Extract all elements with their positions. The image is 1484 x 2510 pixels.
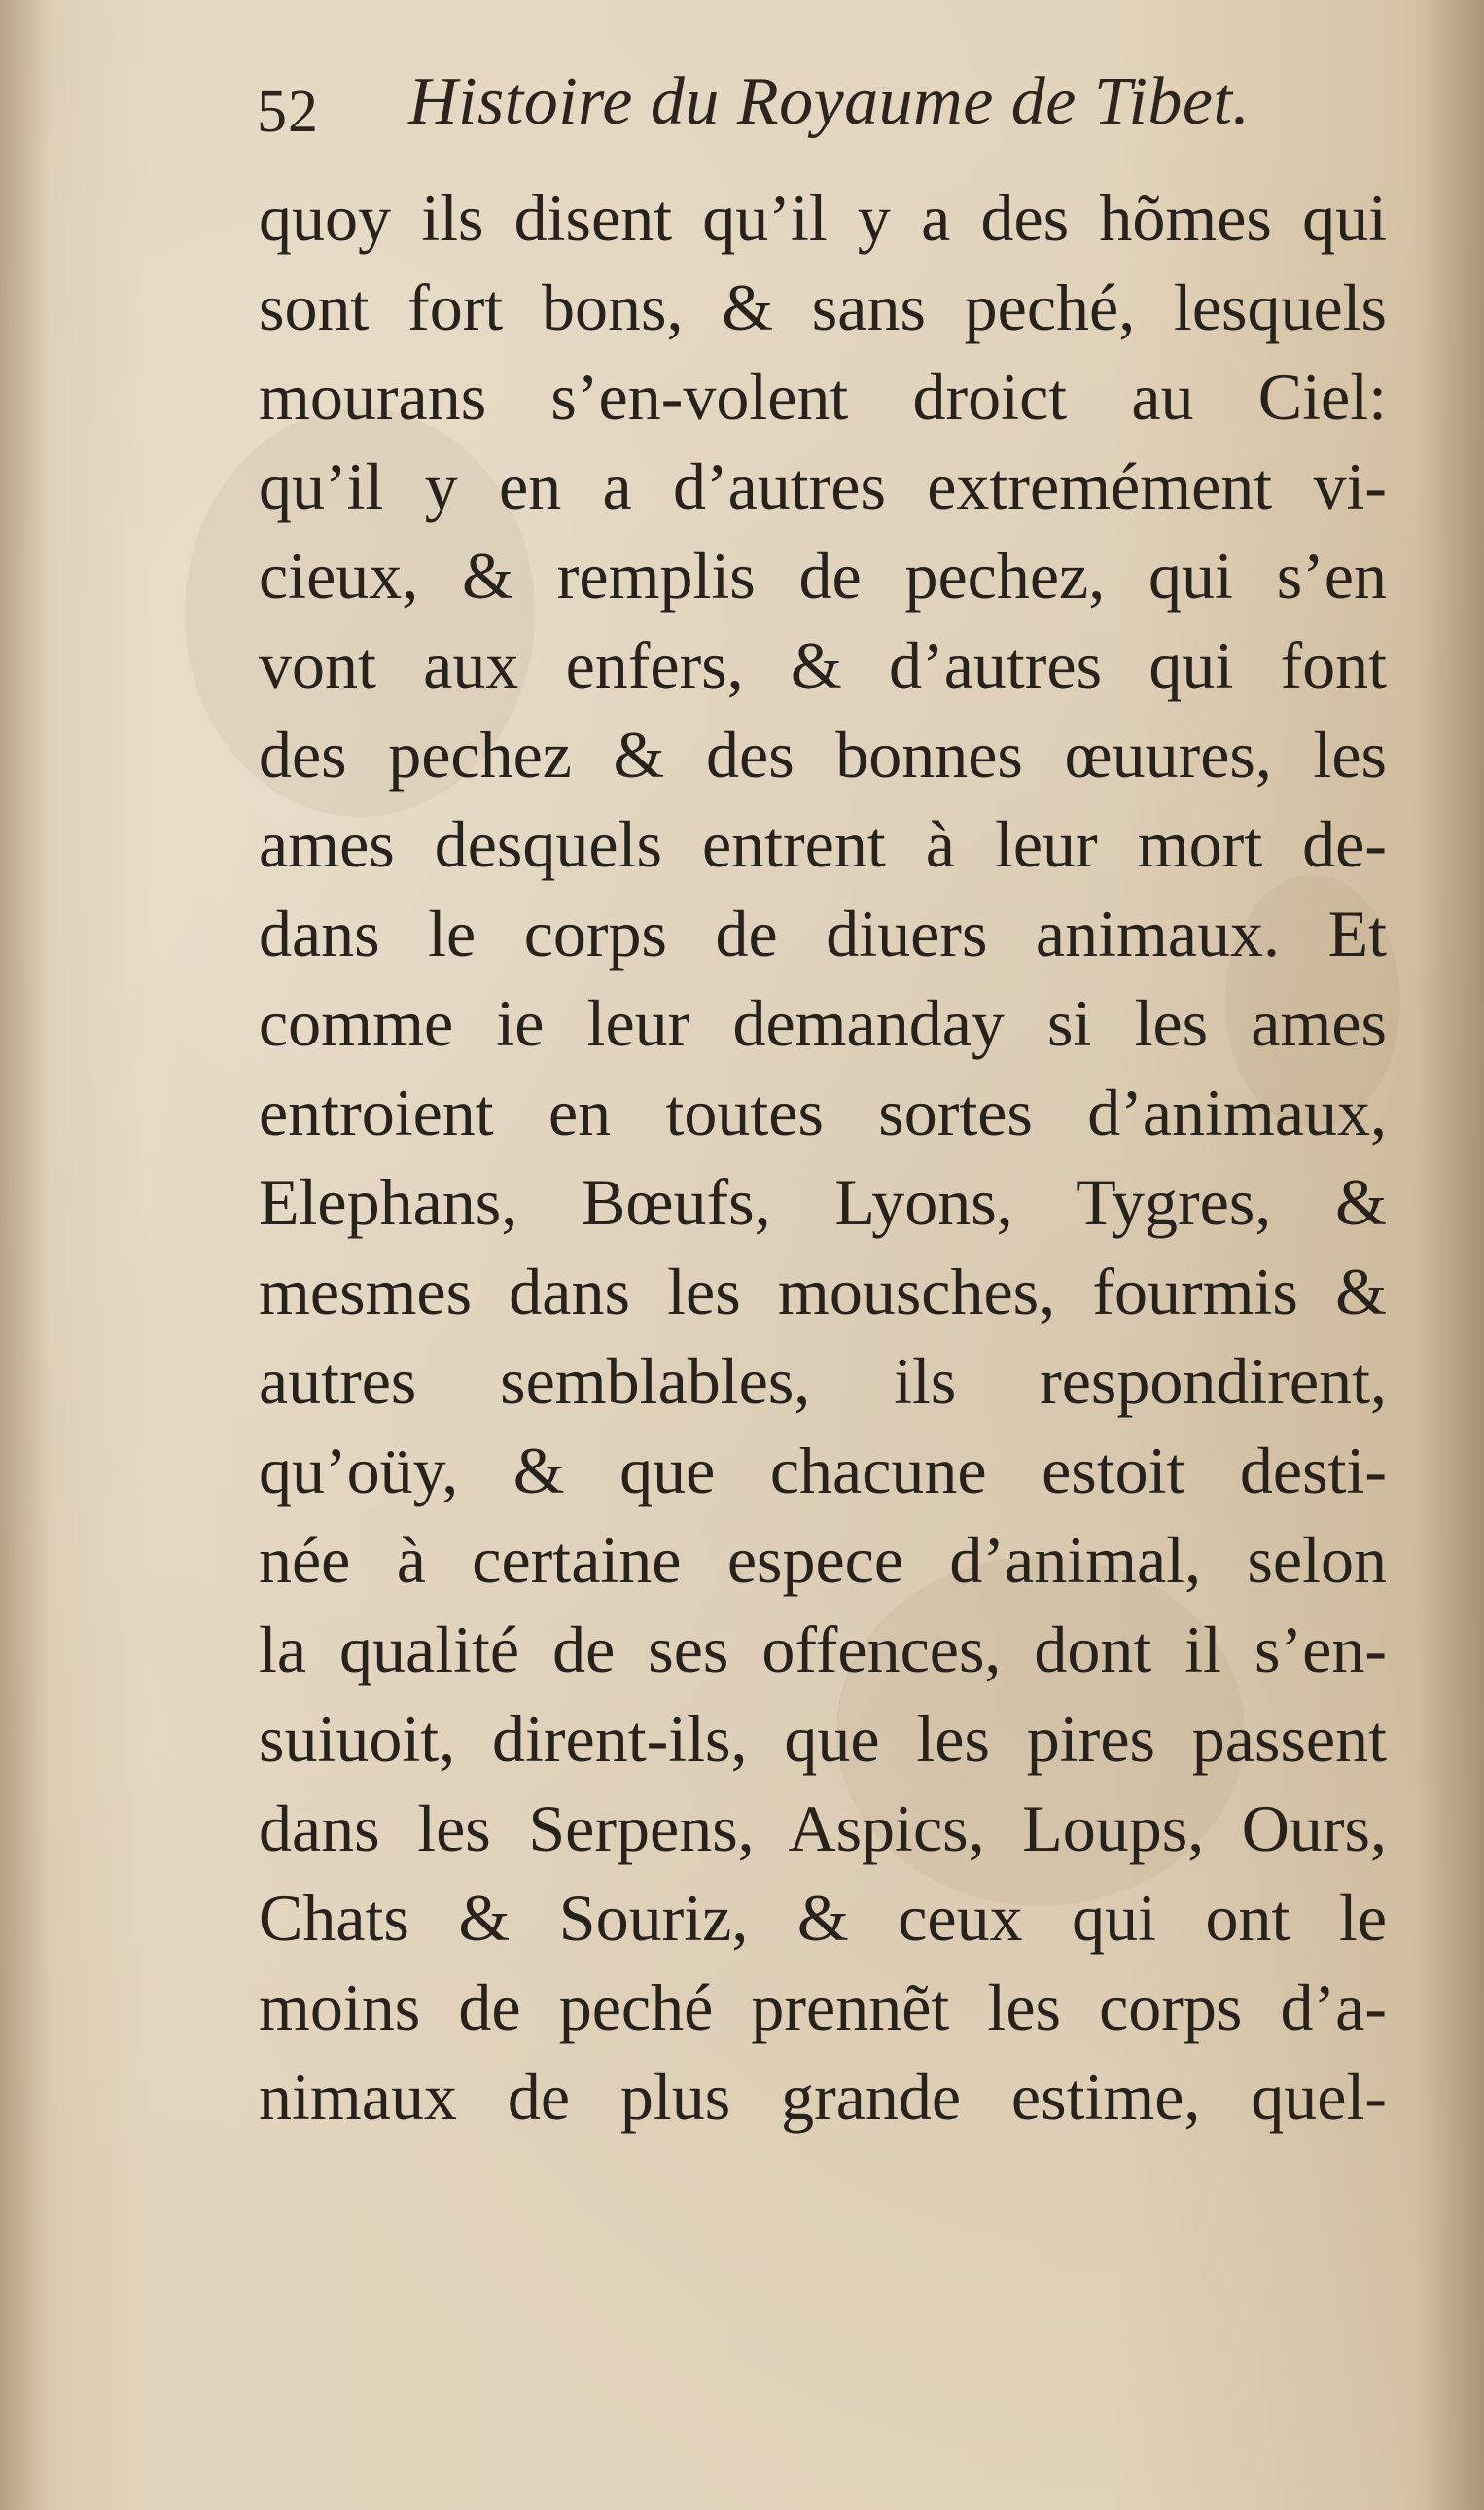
text-line: Elephans, Bœufs, Lyons, Tygres, & xyxy=(259,1165,1387,1239)
body-text xyxy=(259,173,1387,2141)
text-line: suiuoit, dirent-ils, que les pires passent xyxy=(259,1702,1387,1776)
text-line: ames desquels entrent à leur mort de- xyxy=(259,807,1387,881)
text-line: mesmes dans les mousches, fourmis & xyxy=(259,1255,1387,1328)
text-line: Chats & Souriz, & ceux qui ont le xyxy=(259,1881,1387,1955)
page-edge-shadow-right xyxy=(1416,0,1484,2510)
text-line: mourans s’en-volent droict au Ciel: xyxy=(259,360,1387,434)
text-line: comme ie leur demanday si les ames xyxy=(259,986,1387,1060)
page-edge-shadow-left xyxy=(0,0,51,2510)
page-header xyxy=(241,62,1389,174)
text-line: dans les Serpens, Aspics, Loups, Ours, xyxy=(259,1791,1387,1865)
running-title: Histoire du Royaume de Tibet. xyxy=(408,64,1251,139)
text-line: sont fort bons, & sans peché, lesquels xyxy=(259,270,1387,344)
text-line: entroient en toutes sortes d’animaux, xyxy=(259,1076,1387,1149)
page-number: 52 xyxy=(257,79,319,145)
text-line: quoy ils disent qu’il y a des hõmes qui xyxy=(259,181,1387,255)
text-line: la qualité de ses offences, dont il s’en- xyxy=(259,1612,1387,1686)
text-line: moins de peché prennẽt les corps d’a- xyxy=(259,1970,1387,2044)
text-line: autres semblables, ils respondirent, xyxy=(259,1344,1387,1418)
text-line: nimaux de plus grande estime, quel- xyxy=(259,2060,1387,2134)
text-line: née à certaine espece d’animal, selon xyxy=(259,1523,1387,1597)
text-line: dans le corps de diuers animaux. Et xyxy=(259,897,1387,971)
text-line: des pechez & des bonnes œuures, les xyxy=(259,718,1387,792)
text-line: vont aux enfers, & d’autres qui font xyxy=(259,628,1387,702)
text-line: qu’il y en a d’autres extremément vi- xyxy=(259,449,1387,523)
text-line: qu’oüy, & que chacune estoit desti- xyxy=(259,1433,1387,1507)
text-line: cieux, & remplis de pechez, qui s’en xyxy=(259,539,1387,613)
